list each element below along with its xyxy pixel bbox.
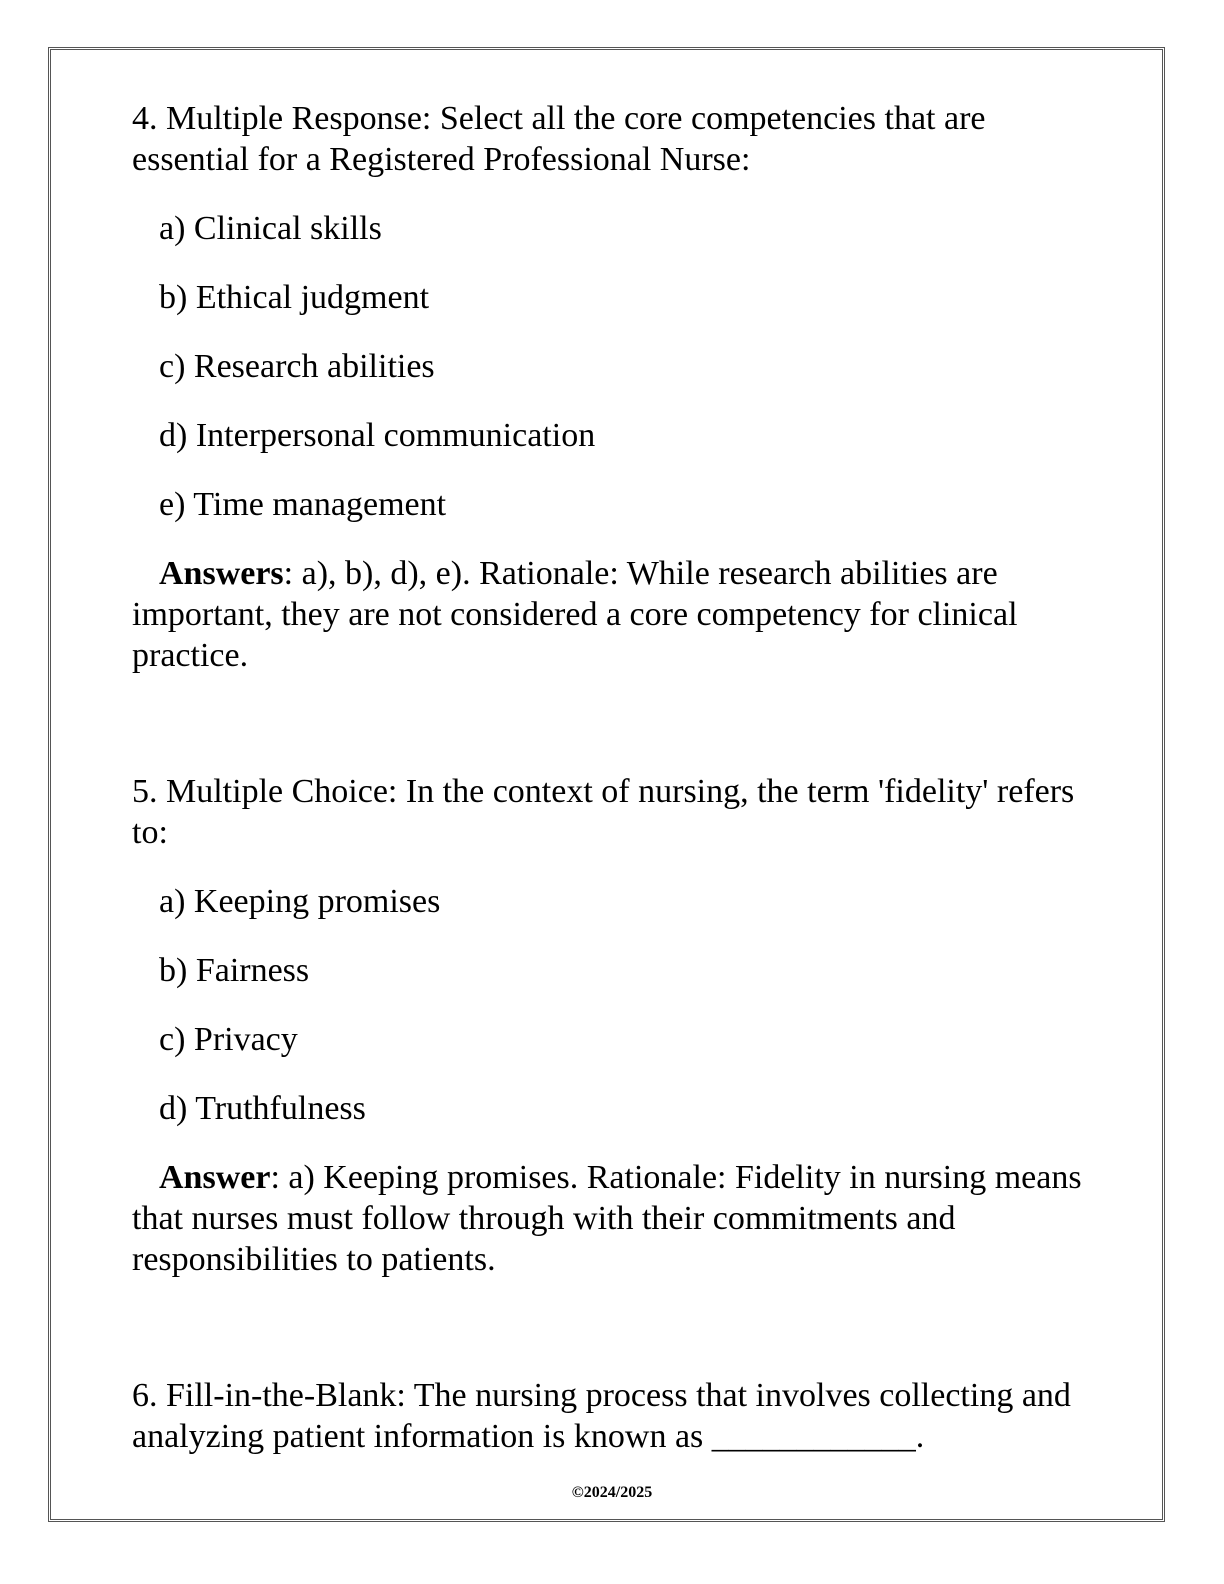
question-4-answer [132, 553, 1092, 676]
question-4-prompt: 4. Multiple Response: Select all the core competencies that are essential for a Registered Professional Nurse: [132, 100, 986, 178]
copyright-footer: ©2024/2025 [571, 1484, 653, 1501]
question-5-option-b: b) Fairness [159, 952, 310, 989]
answer-text: : a), b), d), e). Rationale: While research abilities are important, they are not considered a core competency for clinical practice. [132, 555, 1018, 674]
question-5-option-a: a) Keeping promises [159, 883, 441, 920]
question-4-option-c: c) Research abilities [159, 348, 435, 385]
answer-label: Answer [159, 1159, 271, 1196]
question-6-prompt: 6. Fill-in-the-Blank: The nursing process that involves collecting and analyzing patient information is known as ____________. [132, 1377, 1071, 1455]
document-body [132, 98, 1092, 1457]
question-4-option-a: a) Clinical skills [159, 210, 382, 247]
question-5-answer [132, 1157, 1092, 1280]
question-4-option-e: e) Time management [159, 486, 447, 523]
question-5-prompt: 5. Multiple Choice: In the context of nursing, the term 'fidelity' refers to: [132, 773, 1075, 851]
answer-label: Answers [159, 555, 284, 592]
question-4-option-d: d) Interpersonal communication [159, 417, 596, 454]
question-4-option-b: b) Ethical judgment [159, 279, 430, 316]
question-5-option-d: d) Truthfulness [159, 1090, 366, 1127]
question-5-option-c: c) Privacy [159, 1021, 298, 1058]
answer-text: : a) Keeping promises. Rationale: Fidelity in nursing means that nurses must follow through with their commitments and responsibilities to patients. [132, 1159, 1082, 1278]
